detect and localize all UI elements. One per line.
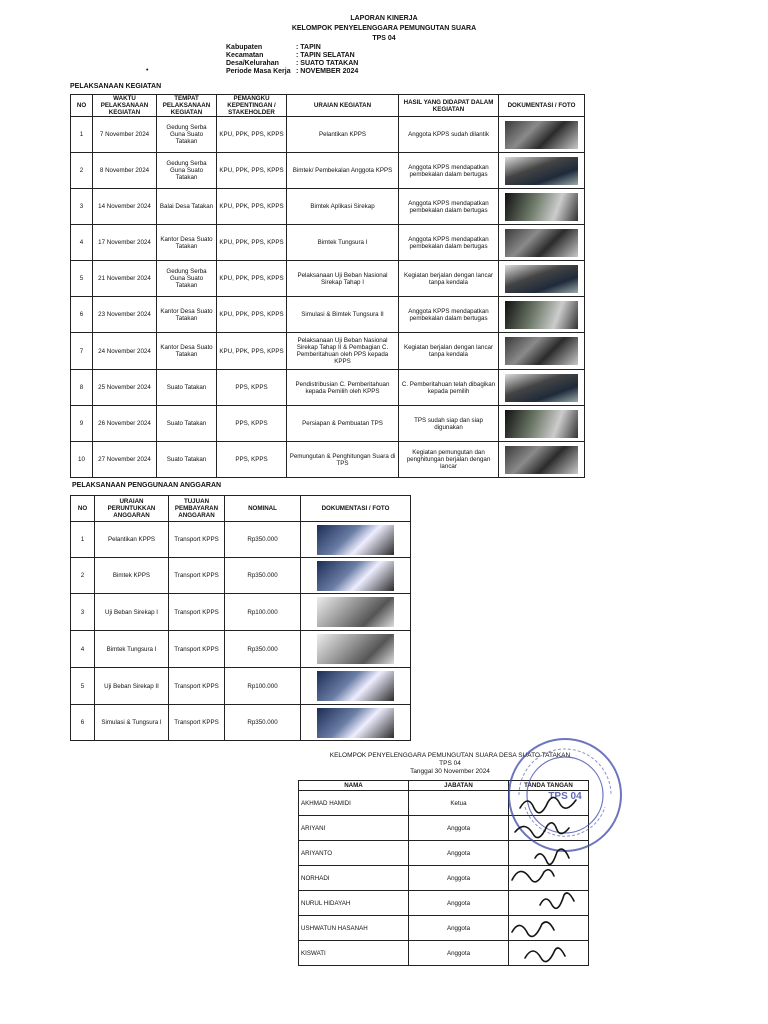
signature-row: USHWATUN HASANAH Anggota	[299, 916, 589, 941]
report-subtitle: KELOMPOK PENYELENGGARA PEMUNGUTAN SUARA	[291, 25, 477, 32]
report-meta	[226, 44, 358, 76]
table-row: 3 Uji Beban Sirekap I Transport KPPS Rp100.000	[71, 594, 411, 631]
meta-row: Kabupaten : TAPIN	[226, 44, 321, 51]
meta-row: Periode Masa Kerja : NOVEMBER 2024	[226, 68, 359, 75]
signature-row: NORHADI Anggota	[299, 866, 589, 891]
table-row: 4 17 November 2024 Kantor Desa Suato Tatakan KPU, PPK, PPS, KPPS Bimtek Tungsura I Anggota KPPS mendapatkan pembekalan dalam bertugas	[71, 225, 585, 261]
budget-photo	[317, 708, 394, 738]
budget-photo	[317, 634, 394, 664]
col-header: TUJUAN PEMBAYARAN ANGGARAN	[169, 496, 225, 522]
signature-row: KISWATI Anggota	[299, 941, 589, 966]
table-row: 5 Uji Beban Sirekap II Transport KPPS Rp100.000	[71, 668, 411, 705]
table-row: 5 21 November 2024 Gedung Serba Guna Suato Tatakan KPU, PPK, PPS, KPPS Pelaksanaan Uji Beban Nasional Sirekap Tahap I Kegiatan berjalan dengan lancar tanpa kendala	[71, 261, 585, 297]
col-header: NOMINAL	[225, 496, 301, 522]
activity-photo	[505, 121, 578, 149]
activity-photo	[505, 410, 578, 438]
col-header: NO	[71, 496, 95, 522]
activity-photo	[505, 301, 578, 329]
table-row: 2 Bimtek KPPS Transport KPPS Rp350.000	[71, 558, 411, 594]
meta-row: Kecamatan : TAPIN SELATAN	[226, 52, 355, 59]
budget-photo	[317, 525, 394, 555]
kegiatan-table	[70, 94, 585, 478]
col-header: DOKUMENTASI / FOTO	[499, 95, 585, 117]
table-row: 6 23 November 2024 Kantor Desa Suato Tatakan KPU, PPK, PPS, KPPS Simulasi & Bimtek Tungsura II Anggota KPPS mendapatkan pembekalan dalam bertugas	[71, 297, 585, 333]
signature-row: AKHMAD HAMIDI Ketua	[299, 791, 589, 816]
activity-photo	[505, 446, 578, 474]
table-row: 1 7 November 2024 Gedung Serba Guna Suato Tatakan KPU, PPK, PPS, KPPS Pelantikan KPPS Anggota KPPS sudah dilantik	[71, 117, 585, 153]
table-row: 8 25 November 2024 Suato Tatakan PPS, KPPS Pendistribusian C. Pemberitahuan kepada Pemilih oleh KPPS C. Pemberitahuan telah dibagikan kepada pemilih	[71, 370, 585, 406]
table-row: 10 27 November 2024 Suato Tatakan PPS, KPPS Pemungutan & Penghitungan Suara di TPS Kegiatan pemungutan dan penghitungan berjalan dengan lancar	[71, 442, 585, 478]
meta-row: Desa/Kelurahan : SUATO TATAKAN	[226, 60, 359, 67]
budget-photo	[317, 597, 394, 627]
col-header: PEMANGKU KEPENTINGAN / STAKEHOLDER	[217, 95, 287, 117]
signature-row: ARIYANI Anggota	[299, 816, 589, 841]
col-header: DOKUMENTASI / FOTO	[301, 496, 411, 522]
signature-header: KELOMPOK PENYELENGGARA PEMUNGUTAN SUARA DESA SUATO TATAKAN TPS 04 Tanggal 30 November 2024	[329, 752, 571, 775]
scan-mark: •	[146, 67, 149, 74]
table-row: 1 Pelantikan KPPS Transport KPPS Rp350.000	[71, 522, 411, 558]
report-title: LAPORAN KINERJA	[350, 15, 418, 22]
table-row: 3 14 November 2024 Balai Desa Tatakan KPU, PPK, PPS, KPPS Bimtek Aplikasi Sirekap Anggota KPPS mendapatkan pembekalan dalam bertugas	[71, 189, 585, 225]
activity-photo	[505, 265, 578, 293]
anggaran-table	[70, 495, 411, 741]
budget-photo	[317, 561, 394, 591]
col-header: WAKTU PELAKSANAAN KEGIATAN	[93, 95, 157, 117]
activity-photo	[505, 193, 578, 221]
col-header: JABATAN	[409, 781, 509, 791]
activity-photo	[505, 157, 578, 185]
section-title-anggaran: PELAKSANAAN PENGGUNAAN ANGGARAN	[72, 482, 222, 489]
col-header: HASIL YANG DIDAPAT DALAM KEGIATAN	[399, 95, 499, 117]
activity-photo	[505, 229, 578, 257]
activity-photo	[505, 374, 578, 402]
col-header: URAIAN KEGIATAN	[287, 95, 399, 117]
col-header: URAIAN PERUNTUKKAN ANGGARAN	[95, 496, 169, 522]
table-header-row	[71, 95, 585, 117]
signature-row: ARIYANTO Anggota	[299, 841, 589, 866]
svg-text:TPS 04: TPS 04	[548, 791, 582, 802]
table-row: 4 Bimtek Tungsura I Transport KPPS Rp350.000	[71, 631, 411, 668]
section-title-kegiatan: PELAKSANAAN KEGIATAN	[70, 83, 162, 90]
col-header: NO	[71, 95, 93, 117]
table-row: 6 Simulasi & Tungsura I Transport KPPS Rp350.000	[71, 705, 411, 741]
col-header: TEMPAT PELAKSANAAN KEGIATAN	[157, 95, 217, 117]
table-row: 2 8 November 2024 Gedung Serba Guna Suato Tatakan KPU, PPK, PPS, KPPS Bimtek/ Pembekalan Anggota KPPS Anggota KPPS mendapatkan pembekalan dalam bertugas	[71, 153, 585, 189]
report-tps: TPS 04	[372, 35, 396, 42]
table-header-row	[71, 496, 411, 522]
col-header: TANDA TANGAN	[509, 781, 589, 791]
signature-row: NURUL HIDAYAH Anggota	[299, 891, 589, 916]
table-row: 7 24 November 2024 Kantor Desa Suato Tatakan KPU, PPK, PPS, KPPS Pelaksanaan Uji Beban Nasional Sirekap Tahap II & Pembagian C. Pemberitahuan oleh PPS kepada KPPS Kegiatan berjalan dengan lancar tanpa kendala	[71, 333, 585, 370]
table-row: 9 26 November 2024 Suato Tatakan PPS, KPPS Persiapan & Pembuatan TPS TPS sudah siap dan siap digunakan	[71, 406, 585, 442]
official-stamp-icon	[505, 735, 625, 855]
activity-photo	[505, 337, 578, 365]
budget-photo	[317, 671, 394, 701]
col-header: NAMA	[299, 781, 409, 791]
